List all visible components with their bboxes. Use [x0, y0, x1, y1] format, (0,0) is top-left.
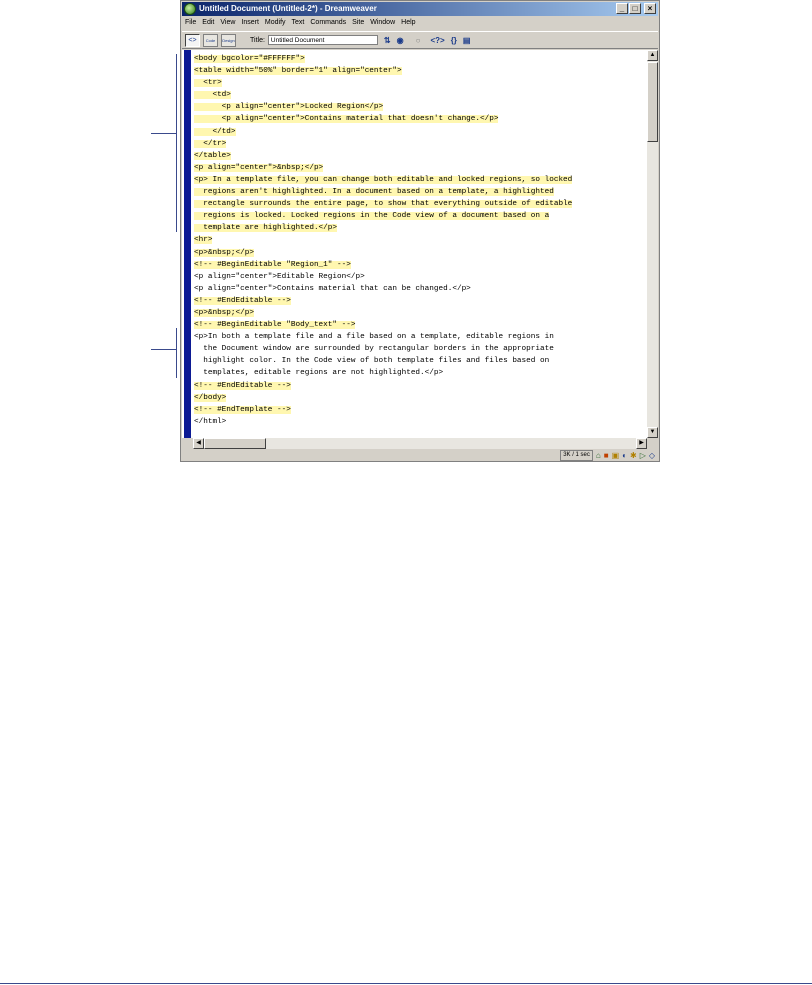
code-line-text: </td> — [194, 127, 236, 136]
refresh-icon[interactable]: ○ — [415, 35, 421, 45]
code-line[interactable] — [194, 380, 647, 392]
code-line-text: <!-- #EndEditable --> — [194, 296, 291, 305]
code-line-text: <p>&nbsp;</p> — [194, 248, 254, 257]
dreamweaver-app-icon — [184, 3, 196, 15]
code-inspector-icon[interactable]: ◇ — [648, 450, 655, 460]
menu-insert[interactable]: Insert — [241, 19, 259, 26]
design-view-button[interactable]: Design — [221, 34, 236, 47]
title-label: Title: — [250, 36, 265, 44]
code-line[interactable] — [194, 186, 647, 198]
code-line[interactable] — [194, 77, 647, 89]
code-line[interactable] — [194, 222, 647, 234]
menu-view[interactable]: View — [220, 19, 236, 26]
code-line-text: <!-- #EndTemplate --> — [194, 405, 291, 414]
code-line[interactable] — [194, 101, 647, 113]
code-navigation-icon[interactable]: {} — [450, 35, 457, 45]
code-line[interactable] — [194, 138, 647, 150]
code-line-text: <p align="center">&nbsp;</p> — [194, 163, 324, 172]
code-line[interactable] — [194, 416, 647, 428]
horizontal-scrollbar[interactable] — [193, 438, 647, 449]
menu-window[interactable]: Window — [370, 19, 396, 26]
editable-region-callout-bracket — [176, 328, 177, 378]
code-line-text: <p>&nbsp;</p> — [194, 308, 254, 317]
title-bar — [182, 2, 658, 16]
dreamweaver-window — [180, 0, 660, 462]
vertical-scrollbar[interactable] — [647, 50, 658, 438]
code-line[interactable] — [194, 259, 647, 271]
code-text[interactable] — [194, 53, 647, 428]
code-view-pane[interactable] — [182, 50, 647, 438]
code-line-text: <p>In both a template file and a file based on a template, editable regions in — [194, 333, 554, 342]
code-line-text: regions is locked. Locked regions in the Code view of a document based on a — [194, 212, 550, 221]
code-line-text: the Document window are surrounded by rectangular borders in the appropriate — [194, 345, 554, 354]
file-management-icon[interactable]: ⇅ — [383, 35, 391, 45]
code-line-text: rectangle surrounds the entire page, to show that everything outside of editable — [194, 200, 573, 209]
scroll-right-button[interactable]: ▶ — [636, 438, 647, 449]
code-line-text: </html> — [194, 417, 227, 426]
horizontal-scroll-thumb[interactable] — [204, 438, 266, 449]
menu-edit[interactable]: Edit — [202, 19, 215, 26]
vertical-scroll-thumb[interactable] — [647, 62, 658, 142]
code-line-text: <!-- #EndEditable --> — [194, 381, 291, 390]
menu-help[interactable]: Help — [401, 19, 416, 26]
code-design-view-button[interactable]: Code — [203, 34, 218, 47]
code-line-text: <tr> — [194, 79, 222, 88]
reference-icon[interactable]: <?> — [430, 35, 445, 45]
menu-modify[interactable]: Modify — [264, 19, 286, 26]
code-line[interactable] — [194, 271, 647, 283]
code-view-button[interactable]: <> — [185, 34, 200, 47]
code-line[interactable] — [194, 307, 647, 319]
code-line-text: <hr> — [194, 236, 213, 245]
download-size: 3K / 1 sec — [560, 450, 593, 461]
menu-bar — [182, 17, 658, 29]
code-line-text: <!-- #BeginEditable "Region_1" --> — [194, 260, 351, 269]
editable-region-callout-line — [151, 349, 177, 350]
code-line[interactable] — [194, 247, 647, 259]
scroll-down-button[interactable]: ▼ — [647, 427, 658, 438]
close-button[interactable]: × — [644, 3, 656, 14]
code-line[interactable] — [194, 162, 647, 174]
code-line[interactable] — [194, 89, 647, 101]
code-line-text: highlight color. In the Code view of both template files and files based on — [194, 357, 550, 366]
code-line-text: <p align="center">Contains material that can be changed.</p> — [194, 284, 471, 293]
code-line[interactable] — [194, 392, 647, 404]
code-line-text: <table width="50%" border="1" align="center"> — [194, 67, 402, 76]
timeline-icon[interactable]: ▷ — [639, 450, 646, 460]
menu-file[interactable]: File — [185, 19, 197, 26]
code-line-text: <body bgcolor="#FFFFFF"> — [194, 55, 305, 63]
scroll-up-button[interactable]: ▲ — [647, 50, 658, 61]
scroll-left-button[interactable]: ◀ — [193, 438, 204, 449]
code-line-text: <p align="center">Editable Region</p> — [194, 272, 365, 281]
code-line-text: <p align="center">Locked Region</p> — [194, 103, 384, 112]
code-line-text: </tr> — [194, 139, 227, 148]
menu-text[interactable]: Text — [291, 19, 305, 26]
locked-region-callout-bracket — [176, 54, 177, 232]
code-line-text: template are highlighted.</p> — [194, 224, 338, 233]
html-styles-icon[interactable]: ▣ — [611, 450, 620, 460]
menu-site[interactable]: Site — [352, 19, 365, 26]
menu-commands[interactable]: Commands — [310, 19, 347, 26]
code-line[interactable] — [194, 126, 647, 138]
code-gutter — [184, 50, 191, 438]
document-toolbar — [182, 31, 658, 49]
site-icon[interactable]: ⌂ — [595, 450, 601, 460]
code-line-text: </table> — [194, 151, 231, 160]
code-line[interactable] — [194, 319, 647, 331]
code-line[interactable] — [194, 343, 647, 355]
assets-icon[interactable]: ■ — [603, 450, 609, 460]
status-bar — [182, 449, 658, 461]
code-line-text: <!-- #BeginEditable "Body_text" --> — [194, 321, 356, 330]
code-line[interactable] — [194, 53, 647, 65]
code-line[interactable] — [194, 65, 647, 77]
document-title-input[interactable]: Untitled Document — [268, 35, 378, 45]
code-line[interactable] — [194, 113, 647, 125]
code-line[interactable] — [194, 331, 647, 343]
code-line[interactable] — [194, 198, 647, 210]
maximize-button[interactable]: □ — [629, 3, 641, 14]
behaviors-icon[interactable]: ✱ — [629, 450, 637, 460]
window-title: Untitled Document (Untitled-2*) - Dreamweaver — [199, 4, 377, 13]
minimize-button[interactable]: _ — [616, 3, 628, 14]
page-bottom-rule — [0, 983, 812, 984]
code-line[interactable] — [194, 404, 647, 416]
code-line[interactable] — [194, 210, 647, 222]
preview-browser-icon[interactable]: ◉ — [396, 35, 404, 45]
code-line-text: templates, editable regions are not highlighted.</p> — [194, 369, 444, 378]
code-line-text: regions aren't highlighted. In a document based on a template, a highlighted — [194, 188, 554, 197]
code-line-text: <p align="center">Contains material that doesn't change.</p> — [194, 115, 499, 124]
code-line-text: <p> In a template file, you can change both editable and locked regions, so locked — [194, 175, 573, 184]
code-line[interactable] — [194, 150, 647, 162]
code-line[interactable] — [194, 234, 647, 246]
code-line-text: </body> — [194, 393, 227, 402]
css-styles-icon[interactable]: ◐ — [622, 450, 627, 460]
code-line[interactable] — [194, 367, 647, 379]
code-line[interactable] — [194, 295, 647, 307]
code-line[interactable] — [194, 355, 647, 367]
locked-region-callout-line — [151, 133, 177, 134]
code-line-text: <td> — [194, 91, 231, 100]
code-line[interactable] — [194, 283, 647, 295]
code-line[interactable] — [194, 174, 647, 186]
view-options-icon[interactable]: ▤ — [462, 35, 471, 45]
